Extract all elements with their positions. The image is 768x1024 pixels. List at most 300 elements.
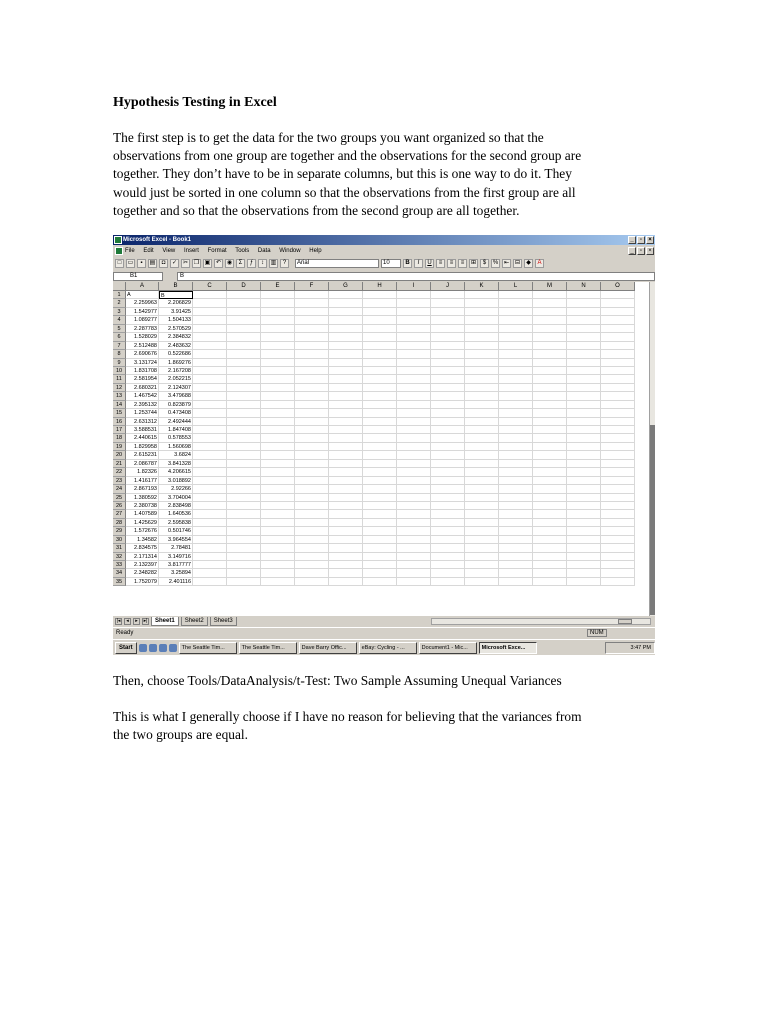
row-header[interactable]: 7 <box>113 342 126 350</box>
table-cell[interactable] <box>431 359 465 367</box>
table-cell[interactable]: 2.570529 <box>159 325 193 333</box>
table-cell[interactable] <box>295 502 329 510</box>
row-header[interactable]: 26 <box>113 502 126 510</box>
table-cell[interactable] <box>499 494 533 502</box>
table-cell[interactable] <box>329 536 363 544</box>
table-cell[interactable]: 2.167208 <box>159 367 193 375</box>
table-cell[interactable] <box>397 375 431 383</box>
table-cell[interactable] <box>533 316 567 324</box>
table-cell[interactable] <box>465 384 499 392</box>
table-cell[interactable] <box>193 426 227 434</box>
table-cell[interactable] <box>363 426 397 434</box>
fill-color-icon[interactable]: ◆ <box>524 259 533 268</box>
table-cell[interactable] <box>567 333 601 341</box>
table-cell[interactable] <box>329 418 363 426</box>
row-header[interactable]: 10 <box>113 367 126 375</box>
table-cell[interactable] <box>533 460 567 468</box>
taskbar-item[interactable]: The Seattle Tim... <box>239 642 297 654</box>
table-cell[interactable] <box>227 578 261 586</box>
table-cell[interactable] <box>193 342 227 350</box>
table-cell[interactable] <box>601 350 635 358</box>
table-cell[interactable] <box>363 561 397 569</box>
font-color-icon[interactable]: A <box>535 259 544 268</box>
column-header[interactable]: O <box>601 282 635 291</box>
table-cell[interactable] <box>431 544 465 552</box>
table-cell[interactable]: 1.380592 <box>126 494 159 502</box>
table-cell[interactable] <box>329 561 363 569</box>
table-cell[interactable] <box>295 443 329 451</box>
table-cell[interactable] <box>431 561 465 569</box>
table-cell[interactable] <box>227 536 261 544</box>
table-cell[interactable] <box>397 527 431 535</box>
table-cell[interactable] <box>601 384 635 392</box>
table-cell[interactable] <box>329 426 363 434</box>
table-cell[interactable] <box>227 494 261 502</box>
autosum-icon[interactable]: Σ <box>236 259 245 268</box>
table-cell[interactable]: 0.501746 <box>159 527 193 535</box>
table-cell[interactable] <box>465 375 499 383</box>
table-cell[interactable] <box>261 325 295 333</box>
table-cell[interactable] <box>431 451 465 459</box>
table-cell[interactable] <box>499 418 533 426</box>
table-cell[interactable] <box>499 544 533 552</box>
table-cell[interactable] <box>431 409 465 417</box>
table-cell[interactable] <box>465 316 499 324</box>
table-cell[interactable] <box>329 502 363 510</box>
table-cell[interactable] <box>261 451 295 459</box>
table-cell[interactable] <box>329 375 363 383</box>
row-header[interactable]: 34 <box>113 569 126 577</box>
table-cell[interactable]: 2.834575 <box>126 544 159 552</box>
table-cell[interactable] <box>601 553 635 561</box>
table-cell[interactable] <box>567 510 601 518</box>
table-cell[interactable] <box>499 401 533 409</box>
table-cell[interactable] <box>363 299 397 307</box>
table-cell[interactable]: 2.401116 <box>159 578 193 586</box>
table-cell[interactable] <box>499 510 533 518</box>
hyperlink-icon[interactable]: ◉ <box>226 260 233 266</box>
table-cell[interactable] <box>601 392 635 400</box>
table-cell[interactable] <box>397 460 431 468</box>
table-cell[interactable] <box>193 485 227 493</box>
column-header[interactable]: L <box>499 282 533 291</box>
table-cell[interactable] <box>363 409 397 417</box>
table-cell[interactable]: 1.869276 <box>159 359 193 367</box>
table-cell[interactable] <box>431 316 465 324</box>
table-cell[interactable] <box>397 502 431 510</box>
table-cell[interactable]: 2.838498 <box>159 502 193 510</box>
table-cell[interactable] <box>261 342 295 350</box>
table-cell[interactable] <box>363 401 397 409</box>
function-icon[interactable]: ƒ <box>247 259 256 268</box>
table-cell[interactable] <box>261 409 295 417</box>
row-header[interactable]: 14 <box>113 401 126 409</box>
table-cell[interactable]: 2.690676 <box>126 350 159 358</box>
table-cell[interactable] <box>295 451 329 459</box>
table-cell[interactable] <box>193 384 227 392</box>
table-cell[interactable]: 2.615231 <box>126 451 159 459</box>
table-cell[interactable] <box>295 578 329 586</box>
table-cell[interactable]: 0.473408 <box>159 409 193 417</box>
table-cell[interactable] <box>295 316 329 324</box>
table-cell[interactable] <box>567 494 601 502</box>
menu-tools[interactable]: Tools <box>235 248 250 254</box>
row-header[interactable]: 1 <box>113 291 126 299</box>
table-cell[interactable]: 2.483632 <box>159 342 193 350</box>
table-cell[interactable] <box>363 443 397 451</box>
table-cell[interactable] <box>329 291 363 299</box>
table-cell[interactable] <box>431 384 465 392</box>
font-name-select[interactable]: Arial <box>295 259 379 268</box>
row-header[interactable]: 5 <box>113 325 126 333</box>
table-cell[interactable] <box>499 434 533 442</box>
borders-icon[interactable]: ⊟ <box>514 260 521 266</box>
table-cell[interactable] <box>567 460 601 468</box>
table-cell[interactable] <box>601 409 635 417</box>
mail-icon[interactable] <box>159 644 167 652</box>
table-cell[interactable] <box>465 527 499 535</box>
table-cell[interactable] <box>363 485 397 493</box>
table-cell[interactable] <box>465 536 499 544</box>
table-cell[interactable] <box>397 401 431 409</box>
table-cell[interactable] <box>601 316 635 324</box>
formula-input[interactable]: B <box>177 272 655 281</box>
table-cell[interactable] <box>363 578 397 586</box>
table-cell[interactable] <box>329 569 363 577</box>
table-cell[interactable] <box>227 485 261 493</box>
menu-window[interactable]: Window <box>279 248 301 254</box>
name-box[interactable]: B1 <box>113 272 163 281</box>
table-cell[interactable] <box>431 367 465 375</box>
table-cell[interactable] <box>329 443 363 451</box>
table-cell[interactable]: 3.704004 <box>159 494 193 502</box>
table-cell[interactable] <box>193 569 227 577</box>
row-header[interactable]: 29 <box>113 527 126 535</box>
doc-restore-icon[interactable]: ▫ <box>637 247 645 255</box>
table-cell[interactable] <box>261 468 295 476</box>
table-cell[interactable] <box>499 460 533 468</box>
table-cell[interactable] <box>465 485 499 493</box>
table-cell[interactable] <box>295 544 329 552</box>
table-cell[interactable] <box>363 359 397 367</box>
table-cell[interactable] <box>431 510 465 518</box>
table-cell[interactable] <box>363 468 397 476</box>
table-cell[interactable] <box>329 578 363 586</box>
table-cell[interactable]: 2.380738 <box>126 502 159 510</box>
table-cell[interactable]: 2.124307 <box>159 384 193 392</box>
table-cell[interactable] <box>261 527 295 535</box>
table-cell[interactable] <box>465 477 499 485</box>
table-cell[interactable] <box>227 350 261 358</box>
table-cell[interactable] <box>431 291 465 299</box>
table-cell[interactable] <box>295 291 329 299</box>
table-cell[interactable]: 2.086787 <box>126 460 159 468</box>
row-header[interactable]: 12 <box>113 384 126 392</box>
table-cell[interactable] <box>601 291 635 299</box>
table-cell[interactable] <box>227 375 261 383</box>
table-cell[interactable] <box>533 494 567 502</box>
table-cell[interactable] <box>397 325 431 333</box>
table-cell[interactable] <box>261 544 295 552</box>
workbook-icon[interactable] <box>115 247 123 255</box>
close-icon[interactable]: × <box>646 236 654 244</box>
table-cell[interactable] <box>567 468 601 476</box>
table-cell[interactable] <box>465 308 499 316</box>
table-cell[interactable] <box>567 502 601 510</box>
table-cell[interactable]: 3.131724 <box>126 359 159 367</box>
table-cell[interactable] <box>499 367 533 375</box>
table-cell[interactable] <box>295 325 329 333</box>
table-cell[interactable] <box>295 434 329 442</box>
table-cell[interactable]: 2.132397 <box>126 561 159 569</box>
table-cell[interactable]: 1.847408 <box>159 426 193 434</box>
table-cell[interactable] <box>227 308 261 316</box>
table-cell[interactable] <box>261 519 295 527</box>
column-header[interactable]: D <box>227 282 261 291</box>
align-left-icon[interactable]: ≡ <box>436 259 445 268</box>
horizontal-scrollbar[interactable] <box>431 618 651 625</box>
row-header[interactable]: 15 <box>113 409 126 417</box>
table-cell[interactable]: 2.631312 <box>126 418 159 426</box>
table-cell[interactable] <box>431 553 465 561</box>
table-cell[interactable] <box>193 350 227 358</box>
table-cell[interactable] <box>397 308 431 316</box>
row-header[interactable]: 9 <box>113 359 126 367</box>
table-cell[interactable] <box>329 485 363 493</box>
table-cell[interactable] <box>261 316 295 324</box>
table-cell[interactable] <box>261 392 295 400</box>
table-cell[interactable] <box>363 460 397 468</box>
copy-icon[interactable]: ❐ <box>193 260 200 266</box>
minimize-icon[interactable]: _ <box>628 236 636 244</box>
table-cell[interactable] <box>397 350 431 358</box>
table-cell[interactable] <box>193 468 227 476</box>
row-header[interactable]: 2 <box>113 299 126 307</box>
paste-icon[interactable]: ▣ <box>204 260 211 266</box>
table-cell[interactable] <box>601 401 635 409</box>
table-cell[interactable] <box>363 375 397 383</box>
row-header[interactable]: 28 <box>113 519 126 527</box>
table-cell[interactable] <box>533 578 567 586</box>
doc-close-icon[interactable]: × <box>646 247 654 255</box>
table-cell[interactable] <box>465 434 499 442</box>
table-cell[interactable] <box>499 426 533 434</box>
table-cell[interactable] <box>295 477 329 485</box>
row-header[interactable]: 30 <box>113 536 126 544</box>
table-cell[interactable] <box>567 316 601 324</box>
table-cell[interactable] <box>567 308 601 316</box>
table-cell[interactable] <box>499 468 533 476</box>
table-cell[interactable] <box>499 561 533 569</box>
table-cell[interactable] <box>227 392 261 400</box>
table-cell[interactable] <box>499 536 533 544</box>
table-cell[interactable] <box>533 418 567 426</box>
table-cell[interactable] <box>397 536 431 544</box>
table-cell[interactable] <box>567 477 601 485</box>
menu-data[interactable]: Data <box>257 248 271 254</box>
table-cell[interactable]: A <box>126 291 159 299</box>
table-cell[interactable] <box>261 510 295 518</box>
table-cell[interactable]: 1.560698 <box>159 443 193 451</box>
table-cell[interactable] <box>227 384 261 392</box>
table-cell[interactable] <box>193 299 227 307</box>
menu-insert[interactable]: Insert <box>183 248 199 254</box>
table-cell[interactable] <box>193 460 227 468</box>
column-header[interactable]: H <box>363 282 397 291</box>
table-cell[interactable] <box>533 569 567 577</box>
table-cell[interactable] <box>397 494 431 502</box>
table-cell[interactable] <box>533 527 567 535</box>
table-cell[interactable] <box>465 443 499 451</box>
table-cell[interactable] <box>431 569 465 577</box>
save-icon[interactable]: ▪ <box>137 259 146 268</box>
table-cell[interactable] <box>193 502 227 510</box>
row-header[interactable]: 25 <box>113 494 126 502</box>
table-cell[interactable] <box>499 325 533 333</box>
table-cell[interactable] <box>295 350 329 358</box>
table-cell[interactable] <box>533 342 567 350</box>
table-cell[interactable] <box>363 350 397 358</box>
table-cell[interactable] <box>499 392 533 400</box>
table-cell[interactable] <box>567 342 601 350</box>
table-cell[interactable] <box>567 519 601 527</box>
table-cell[interactable] <box>261 561 295 569</box>
spelling-icon[interactable]: ✓ <box>171 260 178 266</box>
table-cell[interactable] <box>601 333 635 341</box>
table-cell[interactable] <box>193 494 227 502</box>
table-cell[interactable]: 1.572676 <box>126 527 159 535</box>
table-cell[interactable]: 2.348282 <box>126 569 159 577</box>
table-cell[interactable] <box>397 485 431 493</box>
table-cell[interactable]: 2.867193 <box>126 485 159 493</box>
italic-icon[interactable]: I <box>414 259 423 268</box>
table-cell[interactable] <box>465 299 499 307</box>
table-cell[interactable] <box>295 367 329 375</box>
table-cell[interactable] <box>397 409 431 417</box>
table-cell[interactable]: 3.841328 <box>159 460 193 468</box>
table-cell[interactable]: 3.91425 <box>159 308 193 316</box>
table-cell[interactable] <box>295 359 329 367</box>
help-icon[interactable]: ? <box>280 259 289 268</box>
table-cell[interactable] <box>363 510 397 518</box>
table-cell[interactable] <box>397 561 431 569</box>
table-cell[interactable] <box>601 359 635 367</box>
horizontal-scroll-thumb[interactable] <box>618 619 632 624</box>
table-cell[interactable] <box>329 544 363 552</box>
table-cell[interactable] <box>533 536 567 544</box>
row-header[interactable]: 8 <box>113 350 126 358</box>
table-cell[interactable] <box>465 418 499 426</box>
table-cell[interactable]: B <box>159 291 193 299</box>
table-cell[interactable] <box>465 325 499 333</box>
table-cell[interactable] <box>295 299 329 307</box>
table-cell[interactable] <box>363 384 397 392</box>
table-cell[interactable] <box>533 299 567 307</box>
table-cell[interactable]: 1.829958 <box>126 443 159 451</box>
table-cell[interactable] <box>533 426 567 434</box>
row-header[interactable]: 20 <box>113 451 126 459</box>
vertical-scrollbar[interactable] <box>649 282 655 616</box>
table-cell[interactable] <box>567 384 601 392</box>
table-cell[interactable] <box>567 553 601 561</box>
table-cell[interactable]: 1.253744 <box>126 409 159 417</box>
table-cell[interactable]: 1.542977 <box>126 308 159 316</box>
table-cell[interactable] <box>397 468 431 476</box>
column-header[interactable]: G <box>329 282 363 291</box>
table-cell[interactable] <box>533 553 567 561</box>
table-cell[interactable] <box>329 434 363 442</box>
desktop-icon[interactable] <box>139 644 147 652</box>
table-cell[interactable] <box>567 434 601 442</box>
table-cell[interactable] <box>465 392 499 400</box>
table-cell[interactable] <box>227 418 261 426</box>
table-cell[interactable]: 1.831708 <box>126 367 159 375</box>
table-cell[interactable] <box>261 375 295 383</box>
table-cell[interactable]: 1.504133 <box>159 316 193 324</box>
table-cell[interactable] <box>363 418 397 426</box>
table-cell[interactable] <box>567 561 601 569</box>
table-cell[interactable] <box>363 544 397 552</box>
restore-icon[interactable]: ▫ <box>637 236 645 244</box>
table-cell[interactable] <box>601 426 635 434</box>
table-cell[interactable] <box>261 426 295 434</box>
table-cell[interactable]: 2.384832 <box>159 333 193 341</box>
table-cell[interactable] <box>329 359 363 367</box>
table-cell[interactable] <box>227 409 261 417</box>
table-cell[interactable]: 1.407589 <box>126 510 159 518</box>
table-cell[interactable] <box>227 333 261 341</box>
table-cell[interactable]: 1.528029 <box>126 333 159 341</box>
print-icon[interactable]: ▤ <box>149 260 156 266</box>
media-icon[interactable] <box>169 644 177 652</box>
table-cell[interactable] <box>295 485 329 493</box>
table-cell[interactable] <box>397 333 431 341</box>
table-cell[interactable] <box>193 434 227 442</box>
table-cell[interactable] <box>499 519 533 527</box>
tab-sheet2[interactable]: Sheet2 <box>181 617 208 626</box>
row-header[interactable]: 6 <box>113 333 126 341</box>
table-cell[interactable] <box>567 401 601 409</box>
table-cell[interactable] <box>601 561 635 569</box>
table-cell[interactable] <box>499 569 533 577</box>
table-cell[interactable] <box>193 359 227 367</box>
table-cell[interactable] <box>601 468 635 476</box>
table-cell[interactable] <box>567 418 601 426</box>
table-cell[interactable] <box>533 468 567 476</box>
table-cell[interactable]: 1.425629 <box>126 519 159 527</box>
table-cell[interactable] <box>329 409 363 417</box>
taskbar-item[interactable]: Dave Barry Offic... <box>299 642 357 654</box>
table-cell[interactable] <box>363 342 397 350</box>
table-cell[interactable] <box>533 561 567 569</box>
row-header[interactable]: 33 <box>113 561 126 569</box>
table-cell[interactable] <box>465 460 499 468</box>
table-cell[interactable]: 3.25894 <box>159 569 193 577</box>
table-cell[interactable] <box>397 359 431 367</box>
tab-sheet1[interactable]: Sheet1 <box>151 617 179 626</box>
bold-icon[interactable]: B <box>403 259 412 268</box>
menu-edit[interactable]: Edit <box>143 248 154 254</box>
table-cell[interactable]: 2.395132 <box>126 401 159 409</box>
table-cell[interactable] <box>601 536 635 544</box>
table-cell[interactable] <box>567 375 601 383</box>
table-cell[interactable] <box>533 451 567 459</box>
table-cell[interactable] <box>227 325 261 333</box>
table-cell[interactable] <box>431 502 465 510</box>
table-cell[interactable] <box>193 561 227 569</box>
table-cell[interactable] <box>329 392 363 400</box>
table-cell[interactable] <box>465 291 499 299</box>
